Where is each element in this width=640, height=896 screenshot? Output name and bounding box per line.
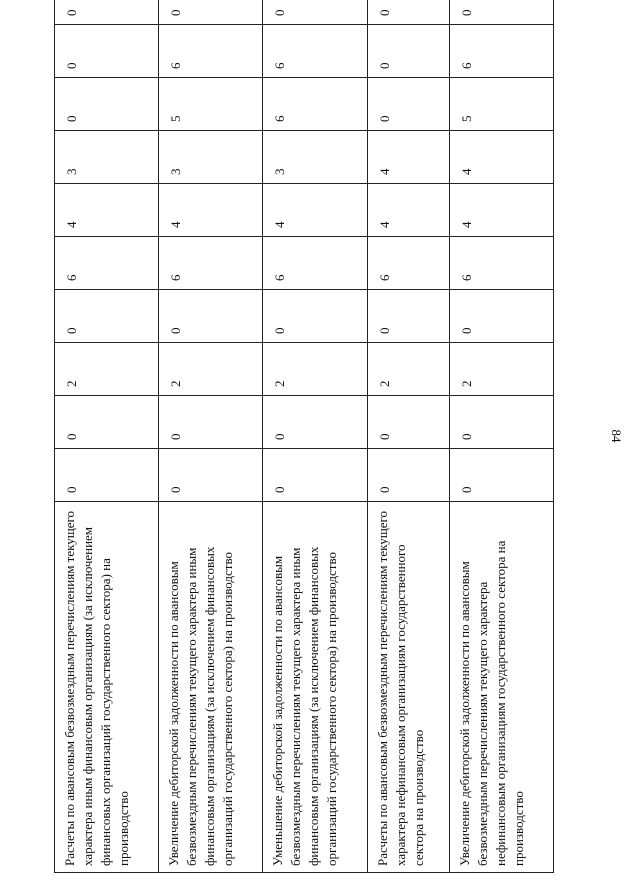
- code-digit-cell: 6: [55, 237, 159, 290]
- code-digit-cell: 3: [55, 131, 159, 184]
- page-number: 84: [609, 429, 624, 443]
- code-digit-cell: 5: [449, 78, 553, 131]
- code-digit-cell: 0: [449, 449, 553, 502]
- row-label: Расчеты по авансовым безвозмездным перечислениям текущего характера иным финансовым организациям (за исключением финансовых организаций государственного сектора) на производство: [55, 502, 159, 873]
- code-digit-cell: 4: [449, 131, 553, 184]
- code-digit-cell: 0: [159, 0, 263, 25]
- code-digit-cell: 2: [263, 343, 367, 396]
- code-digit-cell: 4: [449, 184, 553, 237]
- code-digit-cell: 6: [159, 237, 263, 290]
- code-digit-cell: 0: [367, 78, 449, 131]
- code-digit-cell: 0: [263, 449, 367, 502]
- row-label: Уменьшение дебиторской задолженности по авансовым безвозмездным перечислениям текущего характера иным финансовым организациям (за исключением финансовых организаций государственного сектора) на производство: [263, 502, 367, 873]
- code-digit-cell: 4: [159, 184, 263, 237]
- account-codes-table: [54, 0, 554, 873]
- code-digit-cell: 0: [449, 0, 553, 25]
- code-digit-cell: 6: [449, 25, 553, 78]
- code-digit-cell: 0: [367, 449, 449, 502]
- code-digit-cell: 0: [449, 396, 553, 449]
- table-row: [263, 0, 367, 873]
- code-digit-cell: 2: [449, 343, 553, 396]
- code-digit-cell: 5: [159, 78, 263, 131]
- rotated-table-container: [54, 9, 554, 873]
- code-digit-cell: 0: [55, 290, 159, 343]
- code-digit-cell: 0: [367, 396, 449, 449]
- code-digit-cell: 0: [159, 290, 263, 343]
- table-row: [159, 0, 263, 873]
- code-digit-cell: 4: [55, 184, 159, 237]
- code-digit-cell: 4: [367, 131, 449, 184]
- row-label: Расчеты по авансовым безвозмездным перечислениям текущего характера нефинансовым организациям государственного сектора на производство: [367, 502, 449, 873]
- code-digit-cell: 3: [159, 131, 263, 184]
- table-row: [55, 0, 159, 873]
- row-label: Увеличение дебиторской задолженности по авансовым безвозмездным перечислениям текущего характера иным финансовым организациям (за исключением финансовых организаций государственного сектора) на производство: [159, 502, 263, 873]
- code-digit-cell: 0: [449, 290, 553, 343]
- code-digit-cell: 3: [263, 131, 367, 184]
- code-digit-cell: 0: [55, 25, 159, 78]
- code-digit-cell: 0: [367, 290, 449, 343]
- code-digit-cell: 6: [449, 237, 553, 290]
- code-digit-cell: 0: [263, 396, 367, 449]
- row-label: Увеличение дебиторской задолженности по авансовым безвозмездным перечислениям текущего характера нефинансовым организациям государственного сектора на производство: [449, 502, 553, 873]
- table-row: [449, 0, 553, 873]
- code-digit-cell: 6: [263, 78, 367, 131]
- code-digit-cell: 0: [263, 0, 367, 25]
- code-digit-cell: 4: [263, 184, 367, 237]
- code-digit-cell: 0: [263, 290, 367, 343]
- code-digit-cell: 6: [367, 237, 449, 290]
- code-digit-cell: 2: [55, 343, 159, 396]
- code-digit-cell: 0: [159, 396, 263, 449]
- code-digit-cell: 2: [159, 343, 263, 396]
- code-digit-cell: 4: [367, 184, 449, 237]
- code-digit-cell: 6: [263, 25, 367, 78]
- code-digit-cell: 0: [367, 0, 449, 25]
- code-digit-cell: 2: [367, 343, 449, 396]
- code-digit-cell: 0: [55, 0, 159, 25]
- code-digit-cell: 6: [159, 25, 263, 78]
- code-digit-cell: 0: [159, 449, 263, 502]
- code-digit-cell: 6: [263, 237, 367, 290]
- code-digit-cell: 0: [367, 25, 449, 78]
- table-row: [367, 0, 449, 873]
- code-digit-cell: 0: [55, 449, 159, 502]
- code-digit-cell: 0: [55, 78, 159, 131]
- code-digit-cell: 0: [55, 396, 159, 449]
